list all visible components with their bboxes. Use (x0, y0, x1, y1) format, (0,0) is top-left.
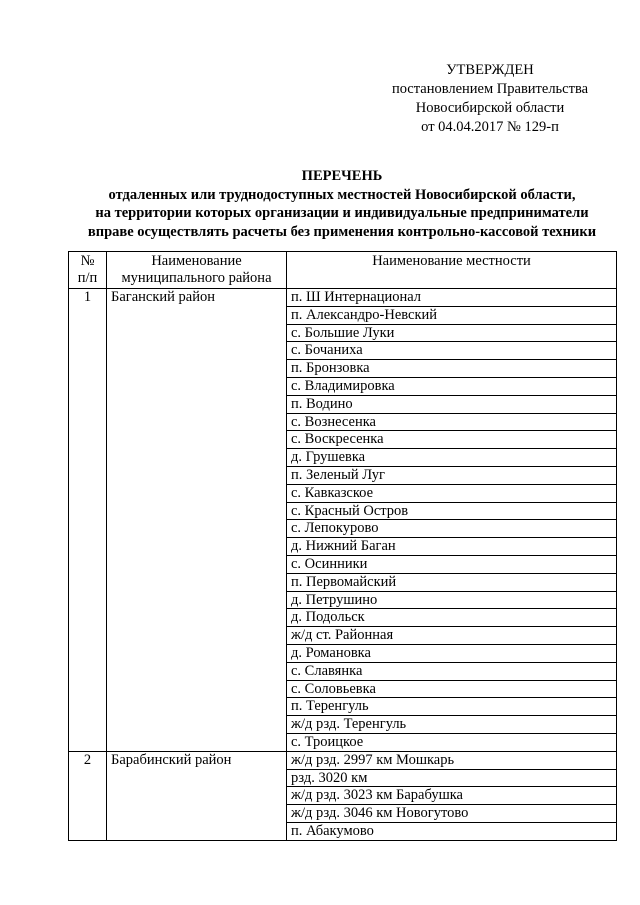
locality-name: с. Осинники (287, 555, 617, 573)
locality-name: с. Бочаниха (287, 342, 617, 360)
locality-name: п. Зеленый Луг (287, 466, 617, 484)
approval-region: Новосибирской области (415, 100, 565, 116)
row-number: 1 (69, 289, 107, 752)
header-number-line2: п/п (77, 270, 98, 286)
table-body (69, 289, 617, 841)
locality-name: с. Кавказское (287, 484, 617, 502)
table-row (69, 289, 617, 307)
locality-name: с. Лепокурово (287, 520, 617, 538)
locality-name: ж/д рзд. 2997 км Мошкарь (287, 751, 617, 769)
locality-name: п. Александро-Невский (287, 306, 617, 324)
district-name: Баганский район (107, 289, 287, 752)
locality-name: п. Ш Интернационал (287, 289, 617, 307)
document-title (68, 167, 616, 241)
title-line-3: вправе осуществлять расчеты без применения контрольно-кассовой техники (87, 223, 597, 240)
locality-name: д. Петрушино (287, 591, 617, 609)
locality-name: д. Подольск (287, 609, 617, 627)
locality-name: ж/д рзд. 3023 км Барабушка (287, 787, 617, 805)
locality-name: ж/д рзд. Теренгуль (287, 716, 617, 734)
header-locality: Наименование местности (287, 252, 617, 289)
locality-name: с. Большие Луки (287, 324, 617, 342)
header-district-line2: муниципального района (121, 270, 272, 286)
header-number (69, 252, 107, 289)
locality-name: с. Вознесенка (287, 413, 617, 431)
locality-name: с. Троицкое (287, 733, 617, 751)
locality-name: с. Славянка (287, 662, 617, 680)
approval-date-number: от 04.04.2017 № 129-п (421, 119, 559, 135)
locality-name: п. Бронзовка (287, 360, 617, 378)
locality-name: п. Водино (287, 395, 617, 413)
title-heading: ПЕРЕЧЕНЬ (301, 168, 383, 184)
header-district (107, 252, 287, 289)
locality-name: рзд. 3020 км (287, 769, 617, 787)
title-line-1: отдаленных или труднодоступных местностей Новосибирской области, (108, 186, 576, 203)
header-district-line1: Наименование (151, 253, 242, 269)
district-name: Барабинский район (107, 751, 287, 840)
table-header-row (69, 252, 617, 289)
locality-name: п. Теренгуль (287, 698, 617, 716)
locality-name: д. Грушевка (287, 449, 617, 467)
locality-name: д. Нижний Баган (287, 538, 617, 556)
approval-by: постановлением Правительства (391, 81, 589, 97)
table-row (69, 751, 617, 769)
locality-name: ж/д рзд. 3046 км Новогутово (287, 805, 617, 823)
locality-name: п. Первомайский (287, 573, 617, 591)
locality-name: ж/д ст. Районная (287, 627, 617, 645)
row-number: 2 (69, 751, 107, 840)
header-number-line1: № (80, 253, 95, 269)
locality-name: с. Владимировка (287, 377, 617, 395)
locality-name: д. Романовка (287, 644, 617, 662)
locality-name: с. Воскресенка (287, 431, 617, 449)
locality-name: с. Соловьевка (287, 680, 617, 698)
locality-name: с. Красный Остров (287, 502, 617, 520)
locality-name: п. Абакумово (287, 822, 617, 840)
title-line-2: на территории которых организации и индивидуальные предприниматели (95, 205, 589, 221)
localities-table (68, 251, 617, 841)
approval-stamp (390, 61, 590, 137)
approval-heading: УТВЕРЖДЕН (446, 62, 534, 78)
